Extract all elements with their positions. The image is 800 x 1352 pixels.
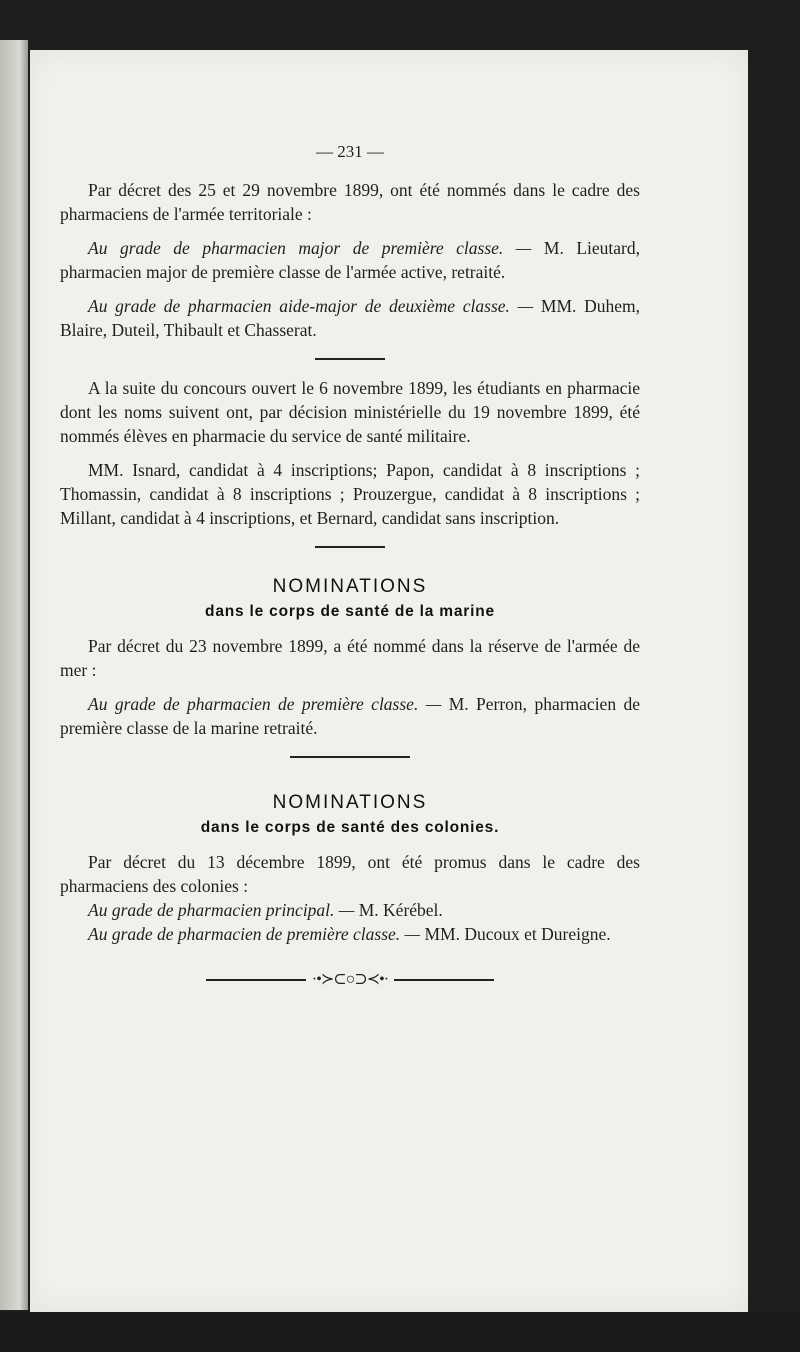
colonies-grade1: Au grade de pharmacien principal. — (88, 900, 355, 920)
adjacent-page-edge (0, 40, 28, 1310)
marine-subtitle: dans le corps de santé de la marine (205, 603, 495, 620)
colonies-grade1-names: M. Kérébel. (358, 900, 443, 920)
colonies-intro: Par décret du 13 décembre 1899, ont été promus dans le cadre des pharmaciens des colonies : (60, 852, 640, 896)
marine-grade: Au grade de pharmacien de première classe. — (88, 694, 442, 714)
page-content (60, 140, 640, 992)
concours-intro: A la suite du concours ouvert le 6 novembre 1899, les étudiants en pharmacie dont les noms suivent ont, par décision ministérielle du 19 novembre 1899, été nommés élèves en pharmacie du service de santé militaire. (60, 378, 640, 446)
colonies-title: NOMINATIONS (272, 792, 428, 813)
territoriale-grade2-paragraph (60, 294, 640, 342)
ornament-flourish-icon: ·•≻⊂○⊃≺•· (311, 971, 389, 988)
colonies-grade1-paragraph (60, 898, 640, 922)
marine-grade-paragraph (60, 692, 640, 740)
end-ornament (60, 968, 640, 992)
territoriale-grade1-paragraph (60, 236, 640, 284)
colonies-grade2-names: MM. Ducoux et Dureigne. (424, 924, 611, 944)
territoriale-intro: Par décret des 25 et 29 novembre 1899, ont été nommés dans le cadre des pharmaciens de l'armée territoriale : (60, 180, 640, 224)
territoriale-grade1-names: M. Lieutard, pharmacien major de première classe de l'armée active, retraité. (60, 238, 640, 282)
marine-title: NOMINATIONS (272, 576, 428, 597)
ornament-line-left (206, 979, 306, 981)
territoriale-grade1: Au grade de pharmacien major de première classe. — (88, 238, 532, 258)
colonies-grade2-paragraph (60, 922, 640, 946)
page-number: — 231 — (316, 142, 384, 161)
colonies-grade2: Au grade de pharmacien de première classe. — (88, 924, 421, 944)
colonies-subtitle: dans le corps de santé des colonies. (200, 819, 500, 836)
marine-intro: Par décret du 23 novembre 1899, a été nommé dans la réserve de l'armée de mer : (60, 636, 640, 680)
ornament-line-right (394, 979, 494, 981)
marine-grade-names: M. Perron, pharmacien de première classe de la marine retraité. (60, 694, 640, 738)
territoriale-grade2: Au grade de pharmacien aide-major de deuxième classe. — (88, 296, 534, 316)
scan-background (0, 1312, 800, 1352)
concours-names: MM. Isnard, candidat à 4 inscriptions; Papon, candidat à 8 inscriptions ; Thomassin, candidat à 8 inscriptions ; Prouzergue, candidat à 8 inscriptions ; Millant, candidat à 4 inscriptions, et Bernard, candidat sans inscription. (60, 460, 640, 528)
territoriale-grade2-names: MM. Duhem, Blaire, Duteil, Thibault et Chasserat. (60, 296, 641, 340)
